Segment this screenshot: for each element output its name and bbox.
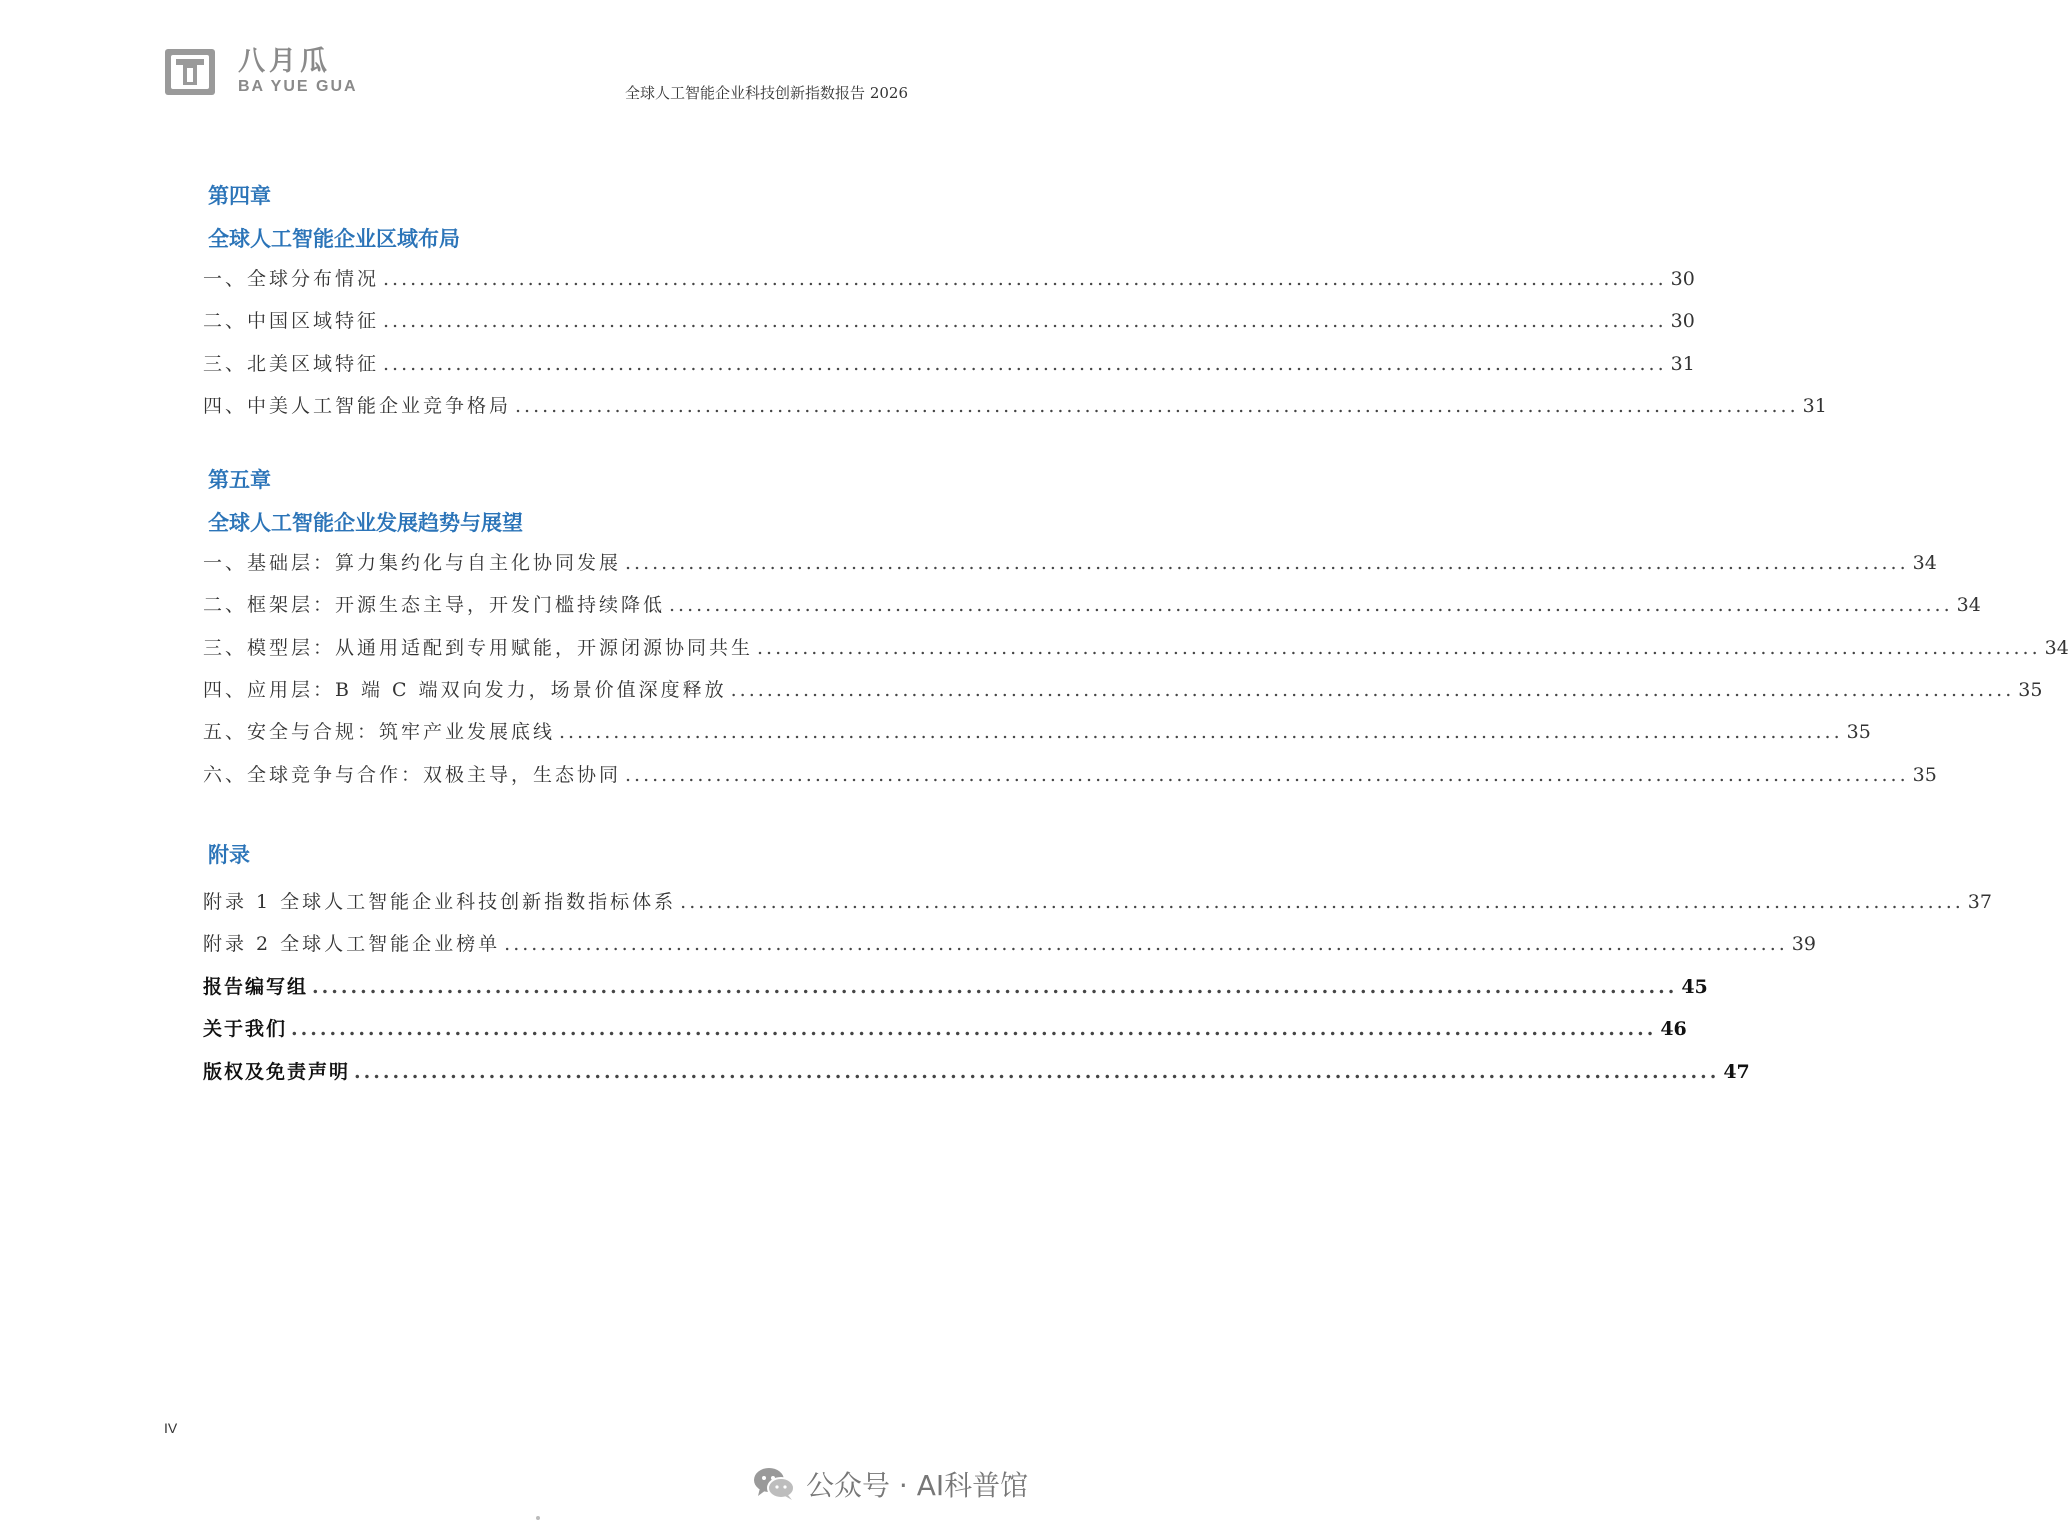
toc-entry-page: 45 xyxy=(1681,976,1708,998)
wechat-icon xyxy=(752,1466,796,1502)
toc-entry[interactable] xyxy=(203,266,1695,292)
dot-leader: .............................................................................................................................................. xyxy=(383,268,1667,290)
toc-entry-page: 31 xyxy=(1802,395,1827,417)
toc-entry-title: 附录 2 全球人工智能企业榜单 xyxy=(203,933,501,955)
toc-entry[interactable] xyxy=(203,393,1827,419)
toc-entry-page: 37 xyxy=(1967,891,1992,913)
toc-entry-page: 35 xyxy=(1912,764,1937,786)
toc-entry[interactable] xyxy=(203,719,1871,745)
toc-entry-title: 三、模型层：从通用适配到专用赋能，开源闭源协同共生 xyxy=(203,637,754,659)
dot-leader: .............................................................................................................................................. xyxy=(559,721,1843,743)
toc-entry-title: 三、北美区域特征 xyxy=(203,353,380,375)
toc-entry[interactable] xyxy=(203,1059,1750,1085)
toc-entry-page: 34 xyxy=(1956,594,1981,616)
toc-entry-title: 二、中国区域特征 xyxy=(203,310,380,332)
dot-leader: .............................................................................................................................................. xyxy=(383,310,1667,332)
brand-logo xyxy=(164,48,358,96)
toc-entry[interactable] xyxy=(203,550,1937,576)
toc-entry-title: 关于我们 xyxy=(203,1018,288,1040)
toc-entry-page: 34 xyxy=(2044,637,2069,659)
toc-entry-page: 34 xyxy=(1912,552,1937,574)
toc-entry-title: 五、安全与合规：筑牢产业发展底线 xyxy=(203,721,556,743)
logo-chinese-text: 八月瓜 xyxy=(238,46,331,77)
toc-entry-title: 版权及免责声明 xyxy=(203,1061,351,1083)
chapter-5-title: 全球人工智能企业发展趋势与展望 xyxy=(208,511,523,535)
toc-entry-page: 46 xyxy=(1660,1018,1687,1040)
toc-entry-title: 一、基础层：算力集约化与自主化协同发展 xyxy=(203,552,622,574)
page-number: IV xyxy=(164,1420,178,1436)
toc-entry-page: 47 xyxy=(1723,1061,1750,1083)
logo-english-text: BA YUE GUA xyxy=(238,78,358,95)
toc-entry[interactable] xyxy=(203,308,1695,334)
toc-entry-page: 30 xyxy=(1670,310,1695,332)
dot-leader: .............................................................................................................................................. xyxy=(383,353,1667,375)
dot-leader: .............................................................................................................................................. xyxy=(354,1061,1720,1083)
logo-mark-icon xyxy=(164,48,216,96)
dot-leader: .............................................................................................................................................. xyxy=(680,891,1964,913)
toc-entry-title: 二、框架层：开源生态主导，开发门槛持续降低 xyxy=(203,594,666,616)
toc-entry-title: 一、全球分布情况 xyxy=(203,268,380,290)
toc-entry[interactable] xyxy=(203,351,1695,377)
toc-entry[interactable] xyxy=(203,931,1816,957)
dot-leader: .............................................................................................................................................. xyxy=(730,679,2015,701)
chapter-4-title: 全球人工智能企业区域布局 xyxy=(208,227,460,251)
dot-leader: .............................................................................................................................................. xyxy=(504,933,1788,955)
dot-leader: .............................................................................................................................................. xyxy=(515,395,1799,417)
watermark xyxy=(752,1464,1028,1504)
toc-entry-title: 四、中美人工智能企业竞争格局 xyxy=(203,395,512,417)
toc-entry-title: 四、应用层：B 端 C 端双向发力，场景价值深度释放 xyxy=(203,679,727,701)
toc-entry[interactable] xyxy=(203,677,2043,703)
watermark-text: 公众号 · AI科普馆 xyxy=(806,1469,1029,1502)
toc-entry[interactable] xyxy=(203,1016,1687,1042)
toc-entry-page: 30 xyxy=(1670,268,1695,290)
toc-entry-page: 35 xyxy=(2018,679,2043,701)
toc-entry-title: 附录 1 全球人工智能企业科技创新指数指标体系 xyxy=(203,891,677,913)
toc-entry-page: 39 xyxy=(1791,933,1816,955)
dot-leader: .............................................................................................................................................. xyxy=(312,976,1678,998)
dot-leader: .............................................................................................................................................. xyxy=(757,637,2041,659)
report-header-title: 全球人工智能企业科技创新指数报告 2026 xyxy=(625,84,908,102)
dot-leader: .............................................................................................................................................. xyxy=(291,1018,1657,1040)
toc-entry[interactable] xyxy=(203,762,1937,788)
toc-entry[interactable] xyxy=(203,592,1981,618)
toc-entry[interactable] xyxy=(203,974,1708,1000)
dot-leader: .............................................................................................................................................. xyxy=(625,552,1909,574)
toc-entry[interactable] xyxy=(203,889,1992,915)
dot-leader: .............................................................................................................................................. xyxy=(625,764,1909,786)
toc-entry[interactable] xyxy=(203,635,2069,661)
bottom-dot xyxy=(536,1516,540,1520)
toc-entry-page: 35 xyxy=(1846,721,1871,743)
toc-entry-title: 六、全球竞争与合作：双极主导，生态协同 xyxy=(203,764,622,786)
dot-leader: .............................................................................................................................................. xyxy=(669,594,1953,616)
toc-entry-title: 报告编写组 xyxy=(203,976,309,998)
chapter-5-label: 第五章 xyxy=(208,468,271,492)
chapter-4-label: 第四章 xyxy=(208,184,271,208)
appendix-label: 附录 xyxy=(208,843,250,867)
toc-entry-page: 31 xyxy=(1670,353,1695,375)
